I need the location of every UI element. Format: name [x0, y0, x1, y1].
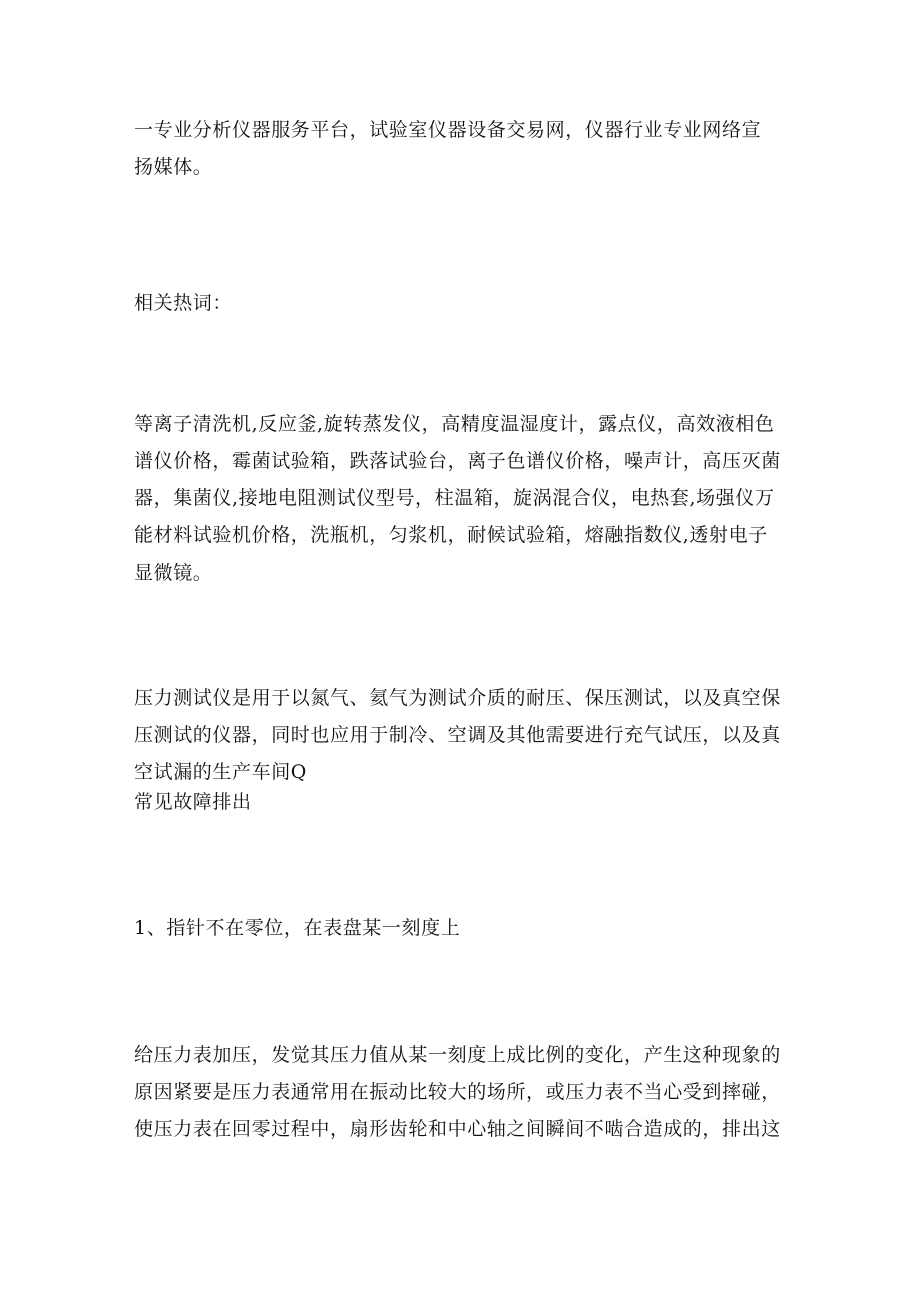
hotwords-line-4: 能材料试验机价格，洗瓶机，匀浆机，耐候试验箱，熔融指数仪,透射电子: [134, 524, 768, 546]
description-line-3: 空试漏的生产车间Q: [134, 761, 307, 783]
faults-heading: 常见故障排出: [134, 791, 252, 813]
fault-1-title: 1、指针不在零位，在表盘某一刻度上: [134, 917, 461, 939]
hotwords-line-5: 显微镜。: [134, 562, 213, 584]
hotwords-line-2: 谱仪价格，霉菌试验箱，跌落试验台，离子色谱仪价格，噪声计，高压灭菌: [134, 450, 781, 472]
hotwords-heading: 相关热词：: [134, 292, 233, 314]
intro-line-1: 一专业分析仪器服务平台，试验室仪器设备交易网，仪器行业专业网络宣: [134, 119, 762, 141]
intro-line-2: 扬媒体。: [134, 156, 213, 178]
fault-1-line-3: 使压力表在回零过程中，扇形齿轮和中心轴之间瞬间不啮合造成的，排出这: [134, 1118, 781, 1140]
description-line-1: 压力测试仪是用于以氮气、氦气为测试介质的耐压、保压测试，以及真空保: [134, 687, 781, 709]
hotwords-line-3: 器，集菌仪,接地电阻测试仪型号，柱温箱，旋涡混合仪，电热套,场强仪万: [134, 487, 775, 509]
description-line-2: 压测试的仪器，同时也应用于制冷、空调及其他需要进行充气试压，以及真: [134, 724, 781, 746]
fault-1-line-2: 原因紧要是压力表通常用在振动比较大的场所，或压力表不当心受到摔碰，: [134, 1081, 781, 1103]
fault-1-line-1: 给压力表加压，发觉其压力值从某一刻度上成比例的变化，产生这种现象的: [134, 1044, 781, 1066]
hotwords-line-1: 等离子清洗机,反应釜,旋转蒸发仪，高精度温湿度计，露点仪，高效液相色: [134, 413, 775, 435]
